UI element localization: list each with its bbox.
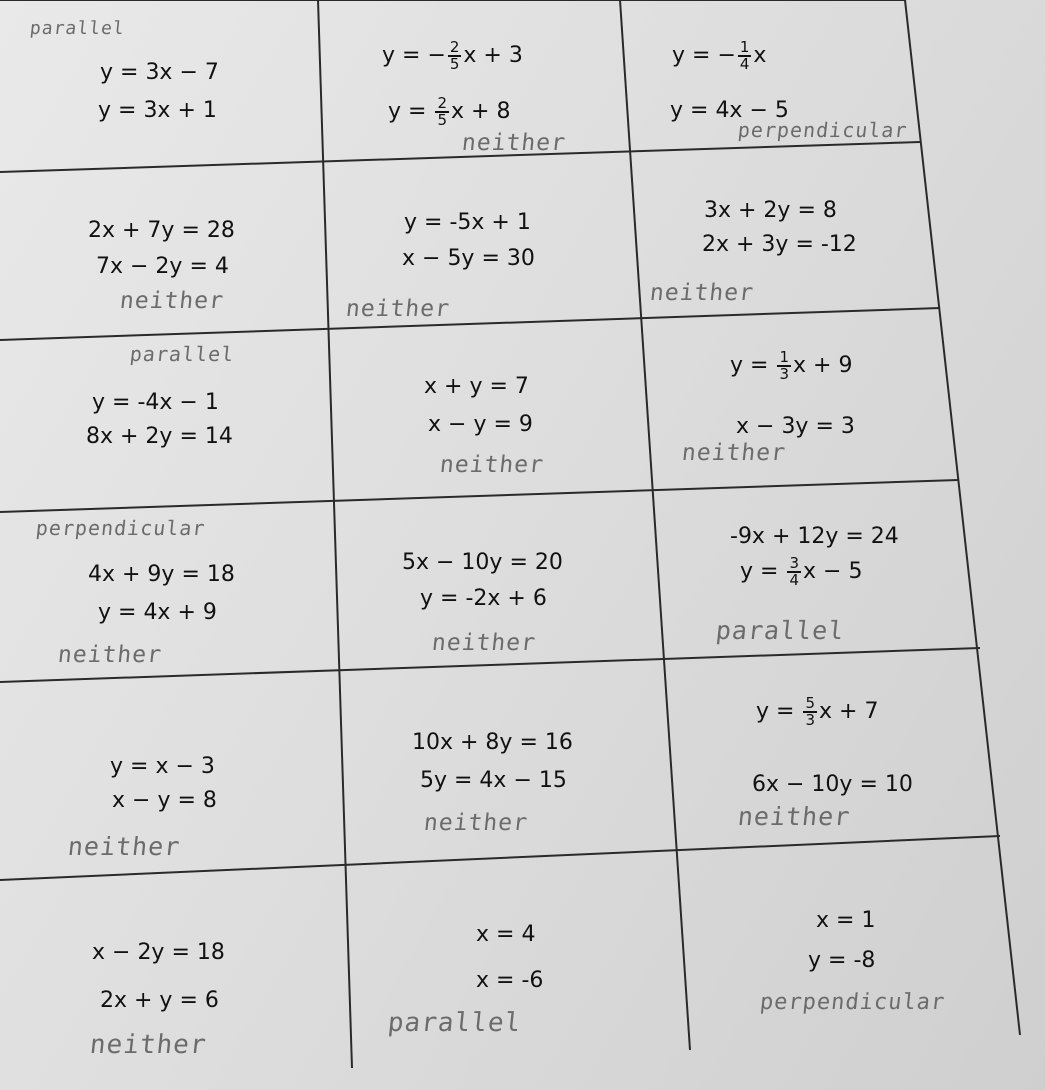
answer-text: neither [88,1030,209,1060]
answer-text: neither [422,810,530,836]
answer-text: neither [430,630,538,656]
equation: 5x − 10y = 20 [402,550,563,575]
equation: y = $\frac{3}{4}$ x − 5 [740,554,863,589]
answer-text: neither [438,452,546,478]
equation: x − 5y = 30 [402,246,535,271]
answer-text: neither [460,130,568,156]
equation: y = -4x − 1 [92,390,219,415]
col-divider [905,0,1020,1035]
equation: y = -5x + 1 [404,210,531,235]
answer-text: neither [66,832,182,861]
equation: x + y = 7 [424,374,529,399]
equation: y = $\frac{2}{5}$ x + 8 [388,94,511,129]
answer-text: neither [736,802,852,831]
answer-text: neither [118,288,226,314]
answer-text: neither [56,642,164,668]
answer-text: neither [680,440,788,466]
equation: y = 4x + 9 [98,600,217,625]
equation: y = 3x + 1 [98,98,217,123]
answer-text: perpendicular [758,990,947,1015]
equation: y = − $\frac{2}{5}$ x + 3 [382,38,523,73]
equation: x = -6 [476,968,544,993]
equation: 5y = 4x − 15 [420,768,567,793]
equation: y = 4x − 5 [670,98,789,123]
equation: 2x + 7y = 28 [88,218,235,243]
equation: x = 4 [476,922,536,947]
equation: 8x + 2y = 14 [86,424,233,449]
equation: 2x + y = 6 [100,988,219,1013]
row-divider [0,480,958,512]
equation: y = $\frac{1}{3}$ x + 9 [730,348,853,383]
equation: 7x − 2y = 4 [96,254,229,279]
equation: x − 3y = 3 [736,414,855,439]
equation: 2x + 3y = -12 [702,232,857,257]
equation: x − y = 9 [428,412,533,437]
answer-text: parallel [128,342,236,366]
equation: y = -8 [808,948,876,973]
answer-text: parallel [714,616,846,645]
equation: 6x − 10y = 10 [752,772,913,797]
equation: x − 2y = 18 [92,940,225,965]
equation: x = 1 [816,908,876,933]
answer-text: parallel [386,1008,523,1038]
answer-text: perpendicular [736,118,909,142]
equation: y = -2x + 6 [420,586,547,611]
equation: y = − $\frac{1}{4}$ x [672,38,767,73]
answer-text: neither [344,296,452,322]
equation: 10x + 8y = 16 [412,730,573,755]
equation: x − y = 8 [112,788,217,813]
row-divider [0,142,920,172]
equation: y = 3x − 7 [100,60,219,85]
equation: 4x + 9y = 18 [88,562,235,587]
col-divider [620,0,690,1050]
answer-text: neither [648,280,756,306]
equation: 3x + 2y = 8 [704,198,837,223]
answer-note: perpendicular [34,516,207,540]
equation: -9x + 12y = 24 [730,524,899,549]
equation: y = x − 3 [110,754,215,779]
header-note: parallel [28,18,126,39]
equation: y = $\frac{5}{3}$ x + 7 [756,694,879,729]
